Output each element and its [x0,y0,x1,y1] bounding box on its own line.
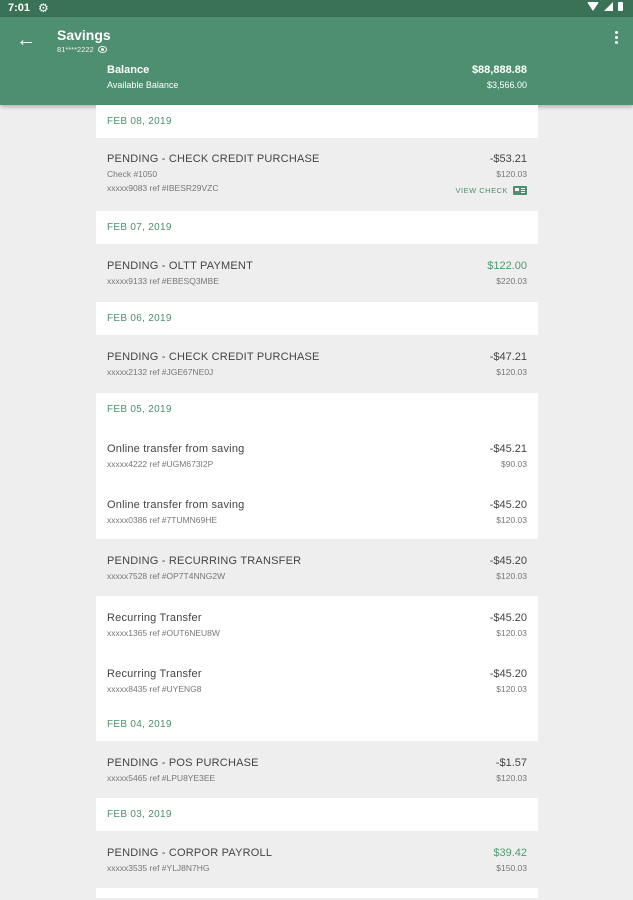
view-check-label: VIEW CHECK [455,186,508,195]
page-title: Savings [57,27,111,43]
transaction-item[interactable] [96,831,538,888]
transaction-amount: -$1.57 [495,757,527,769]
transaction-item[interactable] [96,335,538,393]
transaction-balance: $120.03 [496,169,527,179]
balance-label: Balance [107,64,150,76]
account-number-row [57,45,107,54]
transaction-balance: $90.03 [501,459,527,469]
transaction-balance: $120.03 [496,571,527,581]
view-check-button[interactable] [455,186,527,195]
back-arrow-icon[interactable]: ← [16,29,36,51]
transaction-description: PENDING - CORPOR PAYROLL [107,847,273,859]
transaction-balance: $120.03 [496,515,527,525]
transaction-description: Online transfer from saving [107,499,245,511]
transaction-ref: xxxxx9133 ref #EBESQ3MBE [107,276,219,286]
transaction-balance: $120.03 [496,367,527,377]
available-balance-value: $3,566.00 [486,80,527,90]
transaction-balance: $220.03 [496,276,527,286]
transaction-ref: xxxxx7528 ref #OP7T4NNG2W [107,571,226,581]
transaction-description: PENDING - CHECK CREDIT PURCHASE [107,153,320,165]
more-options-icon[interactable] [615,31,619,46]
transaction-ref: xxxxx2132 ref #JGE67NE0J [107,367,214,377]
gear-icon: ⚙ [38,1,49,15]
transaction-amount: -$45.20 [489,555,527,567]
app-bar [0,17,633,105]
status-time: 7:01 [8,2,31,14]
transaction-amount: -$45.20 [489,499,527,511]
date-header: FEB 05, 2019 [96,393,538,426]
date-header: FEB 04, 2019 [96,708,538,741]
date-header: FEB 08, 2019 [96,105,538,138]
transaction-ref: xxxxx4222 ref #UGM673I2P [107,459,214,469]
transaction-description: PENDING - RECURRING TRANSFER [107,555,302,567]
transaction-item[interactable] [96,244,538,302]
transaction-amount: $122.00 [487,260,527,272]
transaction-balance: $120.03 [496,773,527,783]
transaction-item[interactable] [96,426,538,482]
transaction-amount: -$47.21 [489,351,527,363]
date-header: FEB 07, 2019 [96,211,538,244]
transaction-item[interactable] [96,652,538,708]
transaction-amount: -$53.21 [489,153,527,165]
balance-value: $88,888.88 [471,64,527,76]
transaction-amount: -$45.20 [489,668,527,680]
transaction-ref: xxxxx0386 ref #7TUMN69HE [107,515,218,525]
transaction-amount: $39.42 [493,847,527,859]
transaction-description: Online transfer from saving [107,443,245,455]
transaction-ref: xxxxx8435 ref #UYENG8 [107,684,202,694]
wifi-icon [587,2,599,11]
transaction-item[interactable] [96,539,538,596]
transaction-item[interactable] [96,482,538,539]
transaction-description: PENDING - OLTT PAYMENT [107,260,253,272]
transaction-balance: $120.03 [496,628,527,638]
transaction-ref: xxxxx1365 ref #OUT6NEU8W [107,628,220,638]
transaction-amount: -$45.20 [489,612,527,624]
battery-icon [618,2,623,11]
eye-icon[interactable] [98,46,107,53]
signal-icon [604,2,613,11]
transaction-balance: $150.03 [496,863,527,873]
status-bar [0,0,633,17]
transaction-ref: xxxxx5465 ref #LPU8YE3EE [107,773,216,783]
transaction-item[interactable] [96,741,538,798]
transaction-item[interactable] [96,596,538,652]
transaction-balance: $120.03 [496,684,527,694]
date-header-partial [96,888,538,898]
transaction-item[interactable] [96,138,538,211]
transaction-check-number: Check #1050 [107,169,158,179]
transaction-description: Recurring Transfer [107,612,202,624]
check-image-icon [513,186,527,195]
date-header: FEB 06, 2019 [96,302,538,335]
transaction-ref: xxxxx3535 ref #YLJ8N7HG [107,863,210,873]
status-icons [587,2,623,11]
available-balance-label: Available Balance [107,80,179,90]
transaction-list [96,105,538,898]
transaction-description: PENDING - CHECK CREDIT PURCHASE [107,351,320,363]
transaction-amount: -$45.21 [489,443,527,455]
date-header: FEB 03, 2019 [96,798,538,831]
transaction-description: Recurring Transfer [107,668,202,680]
transaction-ref: xxxxx9083 ref #IBESR29VZC [107,183,219,193]
account-number: 81****2222 [57,45,94,54]
transaction-description: PENDING - POS PURCHASE [107,757,259,769]
